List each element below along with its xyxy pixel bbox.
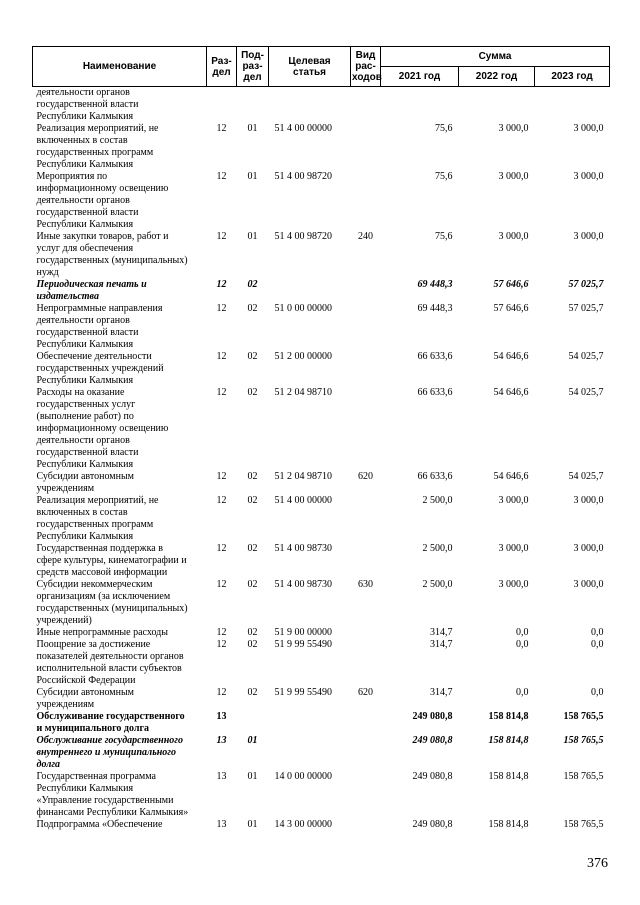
cell-podrazdel: 01 — [247, 123, 258, 134]
cell-razdel: 12 — [216, 231, 227, 242]
cell-2022: 0,0 — [516, 687, 529, 698]
page-number: 376 — [587, 856, 608, 871]
cell-2021: 69 448,3 — [417, 303, 453, 314]
col-header-2023: 2023 год — [535, 67, 610, 87]
cell-razdel: 12 — [216, 543, 227, 554]
cell-2022: 158 814,8 — [488, 819, 529, 830]
cell-2022: 3 000,0 — [498, 231, 529, 242]
cell-vid — [351, 87, 381, 124]
cell-vid — [351, 303, 381, 351]
cell-celevaya — [269, 279, 351, 303]
cell-2023: 158 765,5 — [563, 771, 604, 782]
cell-2022: 158 814,8 — [488, 771, 529, 782]
cell-name: Мероприятия по информационному освещению деятельности органов государственной власти Республики Калмыкия — [36, 171, 169, 230]
cell-podrazdel: 01 — [247, 771, 258, 782]
cell-2021: 66 633,6 — [417, 387, 453, 398]
cell-name: Расходы на оказание государственных услуг (выполнение работ) по информационному освещению деятельности органов государственной власти Республики Калмыкия — [36, 387, 169, 470]
cell-2022 — [459, 87, 535, 124]
cell-2022: 0,0 — [516, 627, 529, 638]
cell-vid — [351, 711, 381, 735]
table-row — [33, 771, 610, 819]
cell-celevaya: 51 0 00 00000 — [274, 303, 332, 314]
cell-podrazdel — [237, 87, 269, 124]
cell-vid — [351, 735, 381, 771]
table-row — [33, 471, 610, 495]
cell-2021: 249 080,8 — [412, 819, 453, 830]
cell-razdel: 12 — [216, 639, 227, 650]
cell-vid — [351, 771, 381, 819]
cell-name: деятельности органов государственной власти Республики Калмыкия — [36, 87, 139, 122]
cell-vid: 620 — [358, 687, 373, 698]
cell-2023: 3 000,0 — [573, 171, 604, 182]
cell-name: Государственная поддержка в сфере культуры, кинематографии и средств массовой информации — [36, 543, 187, 578]
cell-2021: 69 448,3 — [417, 279, 453, 290]
cell-name: Субсидии автономным учреждениям — [36, 471, 134, 494]
table-row — [33, 123, 610, 171]
cell-celevaya: 51 4 00 00000 — [274, 495, 332, 506]
cell-podrazdel: 02 — [247, 579, 258, 590]
cell-2021: 249 080,8 — [412, 735, 453, 746]
cell-2021: 66 633,6 — [417, 351, 453, 362]
cell-vid: 630 — [358, 579, 373, 590]
cell-name: Обеспечение деятельности государственных учреждений Республики Калмыкия — [36, 351, 164, 386]
cell-celevaya: 51 9 99 55490 — [274, 639, 332, 650]
col-header-2021: 2021 год — [381, 67, 459, 87]
cell-razdel: 13 — [216, 819, 227, 830]
cell-2022: 3 000,0 — [498, 123, 529, 134]
cell-2022: 57 646,6 — [493, 303, 529, 314]
cell-2021: 249 080,8 — [412, 711, 453, 722]
cell-celevaya: 51 4 00 00000 — [274, 123, 332, 134]
cell-razdel: 12 — [216, 579, 227, 590]
cell-podrazdel: 02 — [247, 543, 258, 554]
cell-2023: 57 025,7 — [568, 303, 604, 314]
cell-name: Подпрограмма «Обеспечение — [36, 819, 163, 830]
cell-2023: 3 000,0 — [573, 495, 604, 506]
col-header-2022: 2022 год — [459, 67, 535, 87]
cell-celevaya: 14 3 00 00000 — [274, 819, 332, 830]
cell-2023: 3 000,0 — [573, 579, 604, 590]
table-row — [33, 495, 610, 543]
cell-name: Обслуживание государственного и муниципального долга — [36, 711, 185, 734]
cell-2022: 0,0 — [516, 639, 529, 650]
cell-2021 — [381, 87, 459, 124]
cell-podrazdel: 02 — [247, 627, 258, 638]
cell-razdel: 12 — [216, 303, 227, 314]
cell-2023: 54 025,7 — [568, 351, 604, 362]
cell-razdel: 12 — [216, 123, 227, 134]
cell-2023: 0,0 — [591, 639, 604, 650]
cell-podrazdel: 02 — [247, 639, 258, 650]
cell-2023: 54 025,7 — [568, 387, 604, 398]
cell-razdel: 12 — [216, 279, 227, 290]
cell-name: Непрограммные направления деятельности органов государственной власти Республики Калмыкия — [36, 303, 163, 350]
cell-podrazdel: 02 — [247, 279, 258, 290]
table-row — [33, 543, 610, 579]
cell-podrazdel: 02 — [247, 687, 258, 698]
table-row — [33, 171, 610, 231]
table-row — [33, 627, 610, 639]
cell-name: Субсидии некоммерческим организациям (за исключением государственных (муниципальных) учреждений) — [36, 579, 188, 626]
cell-2023: 0,0 — [591, 627, 604, 638]
cell-2021: 249 080,8 — [412, 771, 453, 782]
cell-2023 — [535, 87, 610, 124]
cell-razdel: 13 — [216, 771, 227, 782]
table-row — [33, 579, 610, 627]
cell-2023: 0,0 — [591, 687, 604, 698]
col-header-podrazdel: Под- раз- дел — [237, 47, 269, 87]
cell-razdel: 12 — [216, 171, 227, 182]
col-header-celevaya: Целевая статья — [269, 47, 351, 87]
cell-name: Государственная программа Республики Калмыкия «Управление государственными финансами Республики Калмыкия» — [36, 771, 189, 818]
cell-2023: 54 025,7 — [568, 471, 604, 482]
cell-razdel: 12 — [216, 687, 227, 698]
cell-vid — [351, 279, 381, 303]
cell-celevaya — [269, 735, 351, 771]
cell-podrazdel: 02 — [247, 351, 258, 362]
cell-vid — [351, 639, 381, 687]
cell-2021: 75,6 — [435, 171, 453, 182]
cell-vid — [351, 171, 381, 231]
table-row — [33, 279, 610, 303]
cell-name: Реализация мероприятий, не включенных в состав государственных программ Республики Калмыкия — [36, 123, 159, 170]
cell-2022: 54 646,6 — [493, 471, 529, 482]
table-row — [33, 819, 610, 831]
col-header-razdel: Раз- дел — [207, 47, 237, 87]
cell-podrazdel: 02 — [247, 303, 258, 314]
cell-vid — [351, 123, 381, 171]
cell-2021: 75,6 — [435, 123, 453, 134]
cell-name: Реализация мероприятий, не включенных в состав государственных программ Республики Калмыкия — [36, 495, 159, 542]
budget-table — [32, 46, 610, 831]
cell-name: Поощрение за достижение показателей деятельности органов исполнительной власти субъектов Российской Федерации — [36, 639, 184, 686]
cell-name: Иные закупки товаров, работ и услуг для обеспечения государственных (муниципальных) нужд — [36, 231, 188, 278]
cell-vid — [351, 819, 381, 831]
cell-razdel: 12 — [216, 471, 227, 482]
cell-vid — [351, 387, 381, 471]
cell-podrazdel: 02 — [247, 387, 258, 398]
table-body — [33, 87, 610, 832]
cell-razdel: 13 — [216, 735, 227, 746]
cell-2022: 158 814,8 — [488, 735, 529, 746]
col-header-vid: Вид рас- ходов — [351, 47, 381, 87]
col-header-name: Наименование — [33, 47, 207, 87]
cell-name: Обслуживание государственного внутреннего и муниципального долга — [36, 735, 183, 770]
cell-2021: 75,6 — [435, 231, 453, 242]
cell-name: Периодическая печать и издательства — [36, 279, 147, 302]
cell-razdel: 13 — [216, 711, 227, 722]
cell-2023: 158 765,5 — [563, 819, 604, 830]
cell-vid — [351, 351, 381, 387]
cell-2022: 3 000,0 — [498, 171, 529, 182]
cell-vid: 240 — [358, 231, 373, 242]
cell-celevaya: 51 4 00 98730 — [274, 579, 332, 590]
budget-table-page — [32, 46, 609, 831]
cell-name: Иные непрограммные расходы — [36, 627, 168, 638]
cell-vid — [351, 495, 381, 543]
cell-razdel: 12 — [216, 351, 227, 362]
cell-celevaya: 51 9 00 00000 — [274, 627, 332, 638]
cell-podrazdel: 01 — [247, 819, 258, 830]
cell-podrazdel — [237, 711, 269, 735]
cell-celevaya: 51 4 00 98720 — [274, 231, 332, 242]
cell-2023: 158 765,5 — [563, 735, 604, 746]
cell-celevaya: 51 9 99 55490 — [274, 687, 332, 698]
cell-2022: 3 000,0 — [498, 543, 529, 554]
cell-2023: 3 000,0 — [573, 123, 604, 134]
cell-2022: 54 646,6 — [493, 351, 529, 362]
table-row — [33, 711, 610, 735]
cell-podrazdel: 01 — [247, 231, 258, 242]
cell-celevaya — [269, 711, 351, 735]
cell-podrazdel: 02 — [247, 471, 258, 482]
cell-podrazdel: 01 — [247, 171, 258, 182]
cell-razdel: 12 — [216, 627, 227, 638]
cell-2021: 314,7 — [430, 639, 453, 650]
cell-vid — [351, 543, 381, 579]
cell-2023: 3 000,0 — [573, 231, 604, 242]
cell-celevaya: 51 2 04 98710 — [274, 387, 332, 398]
cell-celevaya — [269, 87, 351, 124]
cell-2023: 158 765,5 — [563, 711, 604, 722]
cell-2023: 3 000,0 — [573, 543, 604, 554]
cell-2022: 54 646,6 — [493, 387, 529, 398]
table-row — [33, 87, 610, 124]
cell-2021: 2 500,0 — [422, 543, 453, 554]
table-row — [33, 351, 610, 387]
cell-vid: 620 — [358, 471, 373, 482]
cell-2021: 66 633,6 — [417, 471, 453, 482]
cell-podrazdel: 02 — [247, 495, 258, 506]
cell-2021: 314,7 — [430, 627, 453, 638]
col-header-summa: Сумма — [381, 47, 610, 67]
cell-celevaya: 14 0 00 00000 — [274, 771, 332, 782]
cell-celevaya: 51 2 04 98710 — [274, 471, 332, 482]
cell-celevaya: 51 2 00 00000 — [274, 351, 332, 362]
table-row — [33, 231, 610, 279]
cell-2021: 314,7 — [430, 687, 453, 698]
table-header — [33, 47, 610, 87]
cell-razdel: 12 — [216, 495, 227, 506]
cell-razdel: 12 — [216, 387, 227, 398]
cell-celevaya: 51 4 00 98730 — [274, 543, 332, 554]
cell-2022: 3 000,0 — [498, 579, 529, 590]
cell-name: Субсидии автономным учреждениям — [36, 687, 134, 710]
cell-2022: 57 646,6 — [493, 279, 529, 290]
cell-2023: 57 025,7 — [568, 279, 604, 290]
cell-2021: 2 500,0 — [422, 579, 453, 590]
cell-2022: 3 000,0 — [498, 495, 529, 506]
table-row — [33, 387, 610, 471]
cell-2022: 158 814,8 — [488, 711, 529, 722]
cell-vid — [351, 627, 381, 639]
table-row — [33, 687, 610, 711]
cell-podrazdel: 01 — [247, 735, 258, 746]
table-row — [33, 735, 610, 771]
table-row — [33, 639, 610, 687]
table-row — [33, 303, 610, 351]
cell-celevaya: 51 4 00 98720 — [274, 171, 332, 182]
cell-2021: 2 500,0 — [422, 495, 453, 506]
cell-razdel — [207, 87, 237, 124]
